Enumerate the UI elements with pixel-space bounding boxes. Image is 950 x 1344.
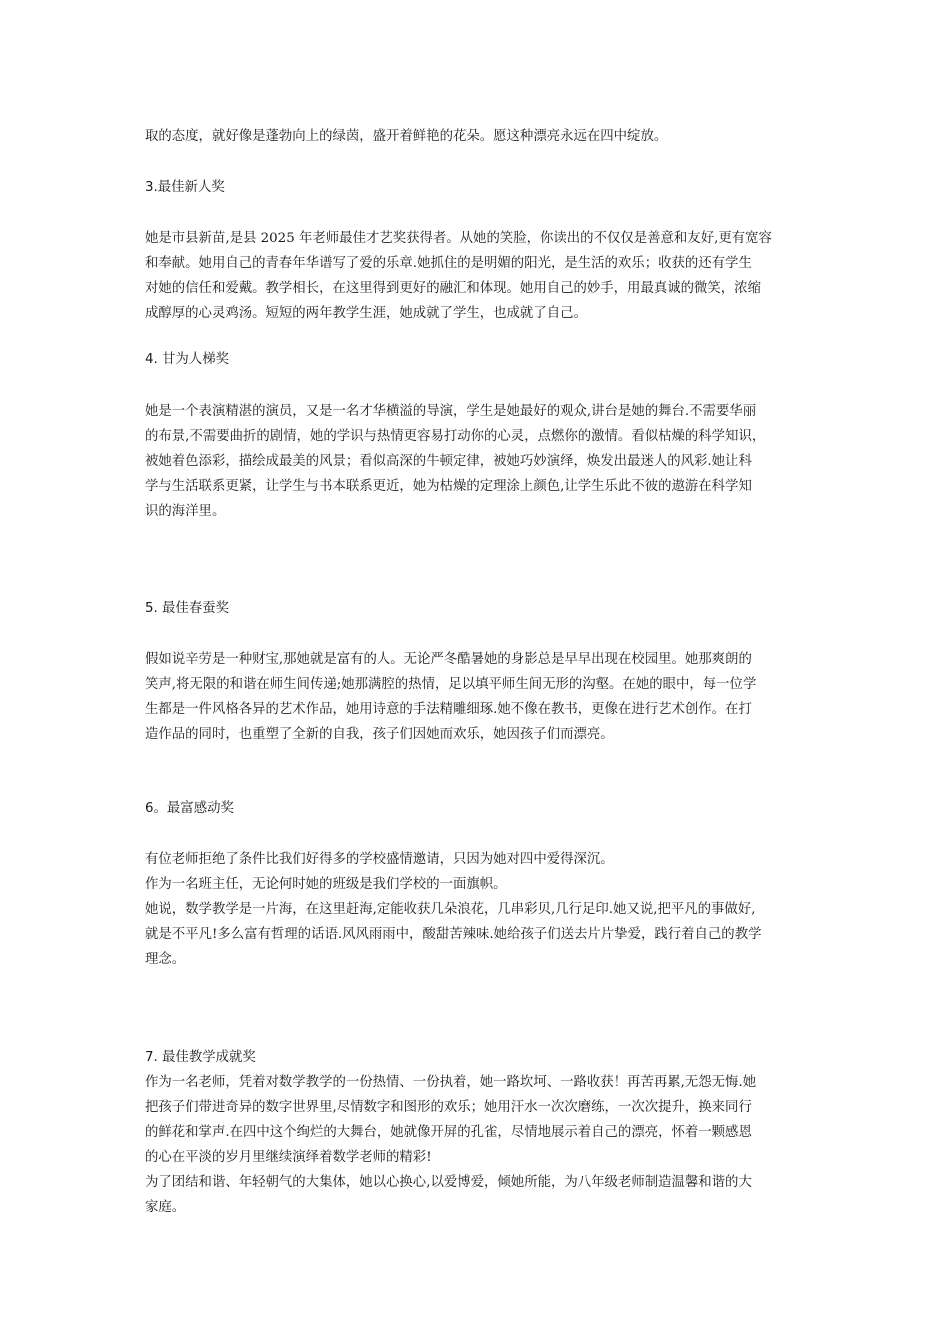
paragraph-line: 识的海洋里。 <box>145 504 226 519</box>
paragraph-line: 为了团结和谐、年轻朝气的大集体，她以心换心,以爱博爱，倾她所能，为八年级老师制造温馨和谐的大 <box>145 1175 752 1190</box>
paragraph-line: 家庭。 <box>145 1200 186 1215</box>
paragraph-line: 有位老师拒绝了条件比我们好得多的学校盛情邀请，只因为她对四中爱得深沉。 <box>145 852 614 867</box>
paragraph-line: 的心在平淡的岁月里继续演绎着数学老师的精彩! <box>145 1150 432 1165</box>
paragraph-line: 造作品的同时，也重塑了全新的自我，孩子们因她而欢乐，她因孩子们而漂亮。 <box>145 727 614 742</box>
paragraph-line: 对她的信任和爱戴。教学相长，在这里得到更好的融汇和体现。她用自己的妙手，用最真诚的微笑，浓缩 <box>145 281 761 296</box>
paragraph-line: 假如说辛劳是一种财宝,那她就是富有的人。无论严冬酷暑她的身影总是早早出现在校园里。她那爽朗的 <box>145 652 752 667</box>
paragraph-line: 她说，数学教学是一片海，在这里赶海,定能收获几朵浪花，几串彩贝,几行足印.她又说,把平凡的事做好, <box>145 902 756 917</box>
intro-paragraph <box>145 124 815 149</box>
section-paragraph-most-moving <box>145 847 815 972</box>
paragraph-line: 成醇厚的心灵鸡汤。短短的两年教学生涯，她成就了学生，也成就了自己。 <box>145 306 587 321</box>
section-paragraph-teaching-achievement <box>145 1070 815 1220</box>
paragraph-line: 把孩子们带进奇异的数字世界里,尽情数字和图形的欢乐；她用汗水一次次磨练，一次次提升，换来同行 <box>145 1100 752 1115</box>
paragraph-line: 生都是一件风格各异的艺术作品，她用诗意的手法精雕细琢.她不像在教书，更像在进行艺术创作。在打 <box>145 702 752 717</box>
paragraph-line: 她是市县新苗,是县 2025 年老师最佳才艺奖获得者。从她的笑脸，你读出的不仅仅是善意和友好,更有宽容 <box>145 231 772 246</box>
section-heading-ladder: 4. 甘为人梯奖 <box>145 352 229 367</box>
paragraph-line: 就是不平凡!多么富有哲理的话语.风风雨雨中，酸甜苦辣味.她给孩子们送去片片挚爱，践行着自己的教学 <box>145 927 762 942</box>
section-paragraph-ladder <box>145 399 815 524</box>
paragraph-line: 被她着色添彩，描绘成最美的风景；看似高深的牛顿定律，被她巧妙演绎，焕发出最迷人的风彩.她让科 <box>145 454 752 469</box>
section-paragraph-silkworm <box>145 647 815 747</box>
paragraph-line: 和奉献。她用自己的青春年华谱写了爱的乐章.她抓住的是明媚的阳光，是生活的欢乐；收获的还有学生 <box>145 256 752 271</box>
paragraph-line: 的布景,不需要曲折的剧情，她的学识与热情更容易打动你的心灵，点燃你的激情。看似枯燥的科学知识， <box>145 429 766 444</box>
paragraph-line: 的鲜花和掌声.在四中这个绚烂的大舞台，她就像开屏的孔雀，尽情地展示着自己的漂亮，怀着一颗感恩 <box>145 1125 752 1140</box>
paragraph-line: 她是一个表演精湛的演员，又是一名才华横溢的导演，学生是她最好的观众,讲台是她的舞台.不需要华丽 <box>145 404 757 419</box>
section-heading-silkworm: 5. 最佳春蚕奖 <box>145 601 229 616</box>
section-heading-best-newcomer: 3.最佳新人奖 <box>145 180 225 195</box>
paragraph-line: 理念。 <box>145 952 186 967</box>
intro-line: 取的态度，就好像是蓬勃向上的绿茵，盛开着鲜艳的花朵。愿这种漂亮永远在四中绽放。 <box>145 129 668 144</box>
section-paragraph-best-newcomer <box>145 226 815 326</box>
paragraph-line: 学与生活联系更紧，让学生与书本联系更近，她为枯燥的定理涂上颜色,让学生乐此不彼的遨游在科学知 <box>145 479 752 494</box>
section-heading-teaching-achievement: 7. 最佳教学成就奖 <box>145 1050 256 1065</box>
paragraph-line: 笑声,将无限的和谐在师生间传递;她那满腔的热情，足以填平师生间无形的沟壑。在她的眼中，每一位学 <box>145 677 757 692</box>
section-heading-most-moving: 6。最富感动奖 <box>145 801 234 816</box>
paragraph-line: 作为一名班主任，无论何时她的班级是我们学校的一面旗帜。 <box>145 877 507 892</box>
paragraph-line: 作为一名老师，凭着对数学教学的一份热情、一份执着，她一路坎坷、一路收获！再苦再累,无怨无悔.她 <box>145 1075 757 1090</box>
